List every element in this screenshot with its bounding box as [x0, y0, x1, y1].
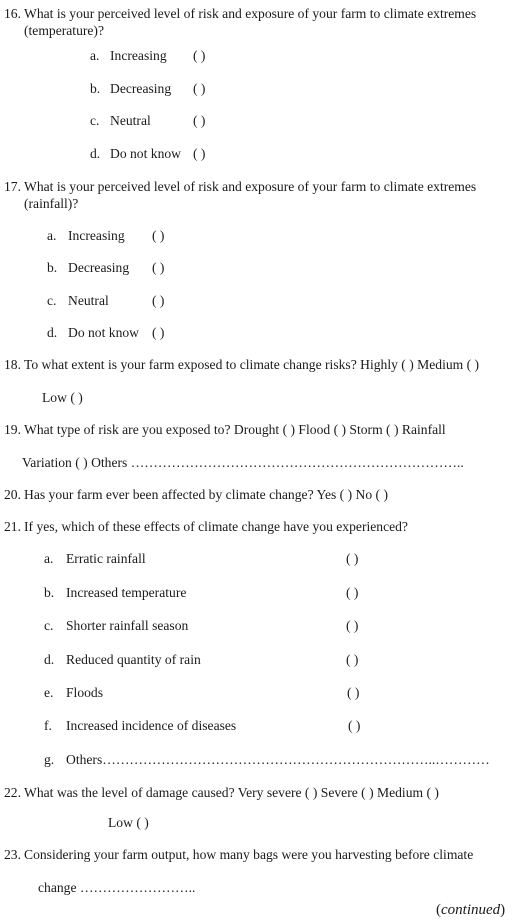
q21-option-a-label: Erratic rainfall: [66, 551, 146, 566]
q21-option-g-letter: g.: [44, 752, 55, 767]
q20-number: 20.: [4, 487, 21, 502]
q16-option-d-mark[interactable]: ( ): [193, 146, 206, 161]
q16-option-c-letter: c.: [90, 113, 100, 128]
q19-continuation: Variation ( ) Others ………………………………………………………………..: [22, 455, 464, 470]
q16-option-b-label: Decreasing: [110, 81, 172, 96]
q19-text: What type of risk are you exposed to? Drought ( ) Flood ( ) Storm ( ) Rainfall: [24, 422, 446, 437]
q16-option-c-mark[interactable]: ( ): [193, 113, 206, 128]
q18-number: 18.: [4, 357, 21, 372]
q21-option-e-mark[interactable]: ( ): [347, 685, 360, 700]
q18-continuation: Low ( ): [42, 390, 83, 405]
q22-continuation: Low ( ): [108, 815, 149, 830]
q17-text: What is your perceived level of risk and exposure of your farm to climate extremes (rainfall)?: [24, 179, 477, 211]
continued-close-paren: ): [500, 902, 506, 918]
q21-option-c-letter: c.: [44, 618, 54, 633]
q23-text: Considering your farm output, how many bags were you harvesting before climate: [24, 847, 474, 862]
q16-option-a-mark[interactable]: ( ): [193, 48, 206, 63]
q16-number: 16.: [4, 6, 21, 21]
q16-option-d-letter: d.: [90, 146, 101, 161]
q17-option-b-mark[interactable]: ( ): [152, 260, 165, 275]
q17-number: 17.: [4, 179, 21, 194]
q17-option-d-label: Do not know: [68, 325, 139, 340]
continued-open-paren: (: [436, 902, 441, 918]
q21-option-b-mark[interactable]: ( ): [346, 585, 359, 600]
q16-text: What is your perceived level of risk and exposure of your farm to climate extremes (temperature)?: [24, 6, 477, 38]
q20-text: Has your farm ever been affected by climate change? Yes ( ) No ( ): [24, 487, 388, 502]
q17-option-a-letter: a.: [47, 228, 57, 243]
q16-option-a-label: Increasing: [110, 48, 167, 63]
q21-option-g-other-field[interactable]: Others………………………………………………………………..…………: [66, 752, 490, 767]
q21-option-e-label: Floods: [66, 685, 104, 700]
q17-option-c-label: Neutral: [68, 293, 109, 308]
q16-option-c-label: Neutral: [110, 113, 151, 128]
q17-option-c-letter: c.: [47, 293, 57, 308]
q17-option-d-letter: d.: [47, 325, 58, 340]
q17-option-a-mark[interactable]: ( ): [152, 228, 165, 243]
q22-text: What was the level of damage caused? Very severe ( ) Severe ( ) Medium ( ): [24, 785, 439, 800]
q21-option-d-mark[interactable]: ( ): [346, 652, 359, 667]
continued-word: continued: [441, 902, 501, 918]
q22-number: 22.: [4, 785, 21, 800]
q21-option-b-label: Increased temperature: [66, 585, 187, 600]
q16-option-b-letter: b.: [90, 81, 101, 96]
q21-option-e-letter: e.: [44, 685, 54, 700]
q17-option-d-mark[interactable]: ( ): [152, 325, 165, 340]
q19-number: 19.: [4, 422, 21, 437]
q21-option-d-letter: d.: [44, 652, 55, 667]
continued-note: [436, 901, 505, 920]
q21-option-a-mark[interactable]: ( ): [346, 551, 359, 566]
q21-text: If yes, which of these effects of climate change have you experienced?: [24, 519, 408, 534]
q21-option-b-letter: b.: [44, 585, 55, 600]
q23-continuation: change ……………………..: [38, 880, 196, 895]
q17-option-a-label: Increasing: [68, 228, 125, 243]
q21-number: 21.: [4, 519, 21, 534]
q21-option-f-label: Increased incidence of diseases: [66, 718, 237, 733]
q21-option-d-label: Reduced quantity of rain: [66, 652, 201, 667]
q21-option-f-letter: f.: [44, 718, 52, 733]
q21-option-a-letter: a.: [44, 551, 54, 566]
q17-option-c-mark[interactable]: ( ): [152, 293, 165, 308]
q17-option-b-label: Decreasing: [68, 260, 130, 275]
q16-option-b-mark[interactable]: ( ): [193, 81, 206, 96]
q21-option-f-mark[interactable]: ( ): [348, 718, 361, 733]
q18-text: To what extent is your farm exposed to climate change risks? Highly ( ) Medium ( ): [24, 357, 480, 372]
q17-option-b-letter: b.: [47, 260, 58, 275]
q16-option-d-label: Do not know: [110, 146, 181, 161]
q23-number: 23.: [4, 847, 21, 862]
q16-option-a-letter: a.: [90, 48, 100, 63]
q21-option-c-label: Shorter rainfall season: [66, 618, 189, 633]
q21-option-c-mark[interactable]: ( ): [346, 618, 359, 633]
